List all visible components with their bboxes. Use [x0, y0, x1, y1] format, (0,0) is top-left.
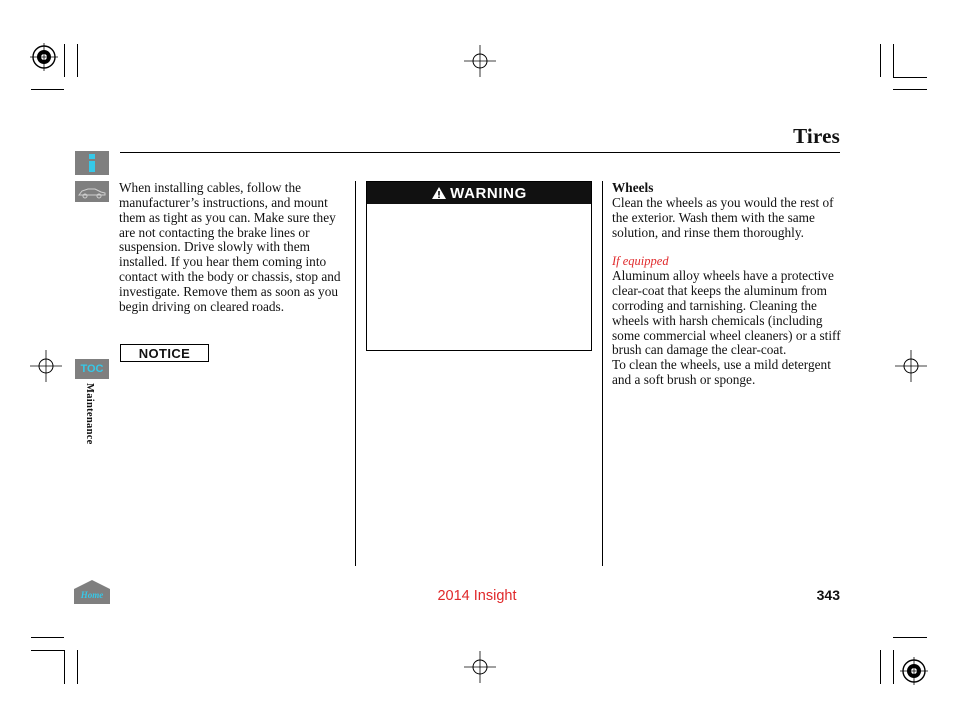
warning-label: WARNING — [450, 184, 527, 202]
wheels-paragraph-2: Aluminum alloy wheels have a protective clear-coat that keeps the aluminum from corroding and tarnishing. Cleaning the wheels with harsh chemicals (including some commercial wheel cleaners) or a stiff brush can damage the clear-coat. — [612, 268, 841, 358]
crop-mark — [880, 44, 881, 77]
right-column — [612, 181, 844, 388]
crop-mark — [64, 44, 65, 77]
home-label: Home — [80, 590, 104, 600]
info-icon — [85, 153, 99, 173]
car-icon — [77, 185, 107, 199]
warning-triangle-icon — [431, 186, 447, 200]
info-button[interactable] — [75, 151, 109, 175]
crop-mark — [31, 89, 64, 90]
wheels-paragraph-1: Clean the wheels as you would the rest of the exterior. Wash them with the same solution, and rinse them thoroughly. — [612, 194, 834, 240]
crop-mark — [893, 77, 927, 78]
registration-mark-icon — [464, 45, 496, 77]
crop-mark — [77, 44, 78, 77]
left-column — [119, 181, 349, 315]
registration-mark-icon — [28, 41, 60, 73]
wheels-heading: Wheels — [612, 180, 654, 195]
warning-box — [366, 181, 592, 351]
notice-box — [120, 344, 209, 362]
crop-mark — [893, 44, 894, 77]
crop-mark — [880, 650, 881, 684]
home-button[interactable] — [74, 580, 110, 604]
registration-mark-icon — [30, 350, 62, 382]
wheels-paragraph-3: To clean the wheels, use a mild detergent and a soft brush or sponge. — [612, 357, 831, 388]
column-divider — [355, 181, 356, 566]
header-rule — [120, 152, 840, 153]
toc-label: TOC — [80, 363, 104, 375]
registration-mark-icon — [898, 655, 930, 687]
registration-mark-icon — [895, 350, 927, 382]
crop-mark — [31, 650, 64, 651]
section-label: Maintenance — [84, 383, 95, 445]
crop-mark — [893, 637, 927, 638]
car-index-button[interactable] — [75, 181, 109, 202]
page-number: 343 — [816, 587, 840, 603]
crop-mark — [77, 650, 78, 684]
if-equipped-label: If equipped — [612, 254, 669, 269]
notice-label: NOTICE — [138, 345, 191, 361]
warning-header — [367, 182, 591, 204]
cable-instructions-text: When installing cables, follow the manufacturer’s instructions, and mount them as tight as you can. Make sure they are not contacting the brake lines or suspension. Drive slowly with them installed. If you hear them coming into contact with the body or chassis, stop and investigate. Remove them as soon as you begin driving on cleared roads. — [119, 180, 341, 314]
crop-mark — [893, 650, 894, 684]
model-name: 2014 Insight — [437, 588, 517, 604]
toc-button[interactable] — [75, 359, 109, 379]
crop-mark — [31, 637, 64, 638]
crop-mark — [64, 650, 65, 684]
registration-mark-icon — [464, 651, 496, 683]
crop-mark — [893, 89, 927, 90]
page-title: Tires — [793, 124, 840, 148]
column-divider — [602, 181, 603, 566]
